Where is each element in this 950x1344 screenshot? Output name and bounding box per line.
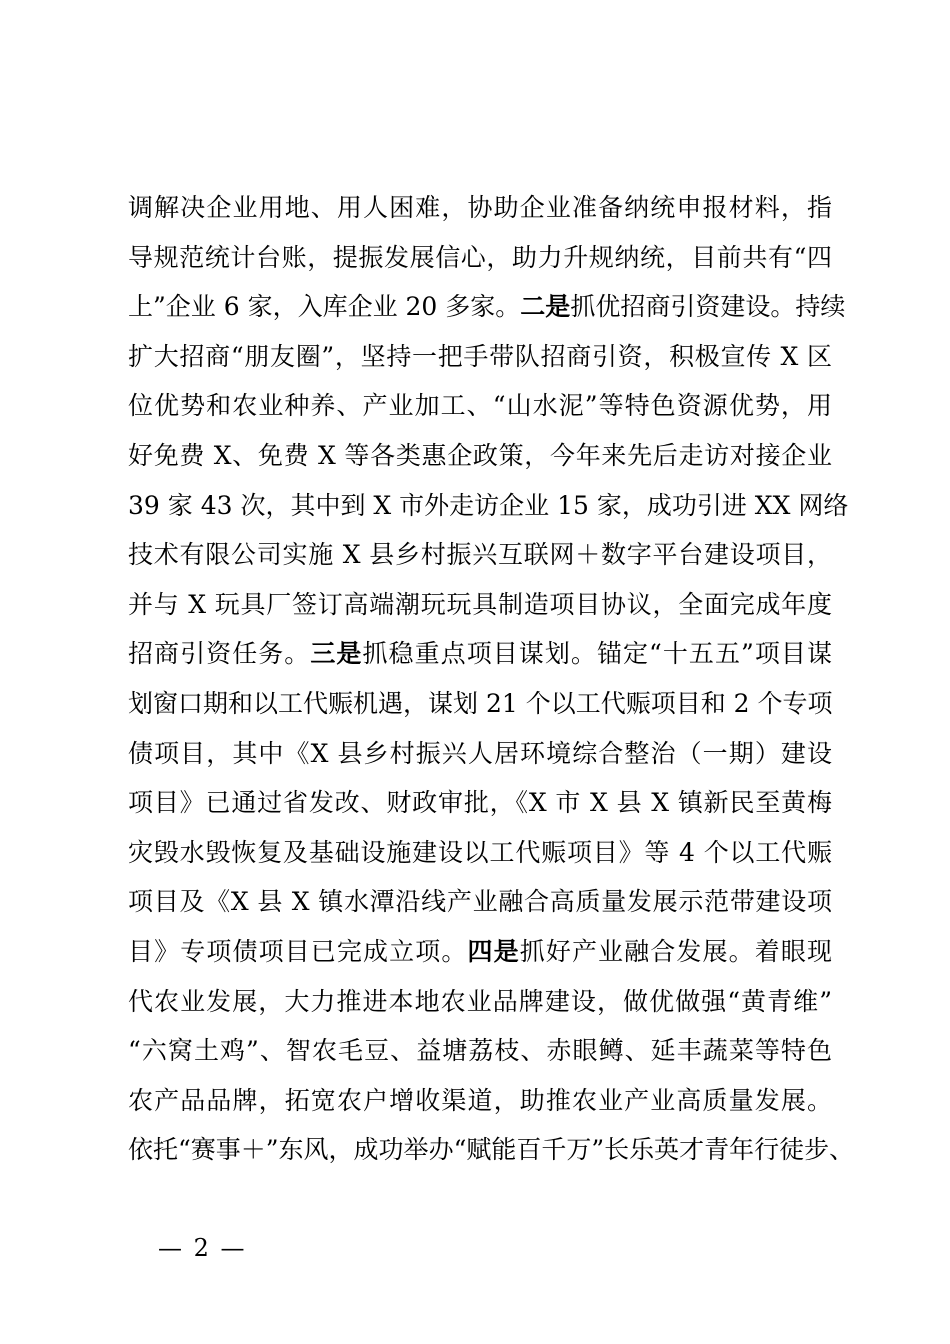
text-line: [128, 282, 846, 332]
text-line: [128, 629, 832, 679]
text-segment: 项目及《X 县 X 镇水潭沿线产业融合高质量发展示范带建设项: [128, 887, 832, 917]
text-line: [128, 481, 849, 531]
text-segment: 扩大招商“朋友圈”，坚持一把手带队招商引资，积极宣传 X 区: [128, 341, 832, 371]
text-segment: 抓好产业融合发展。着眼现: [519, 936, 832, 966]
page-number: — 2 —: [158, 1234, 247, 1262]
text-segment: 招商引资任务。: [128, 639, 311, 669]
text-segment: 依托“赛事＋”东风，成功举办“赋能百千万”长乐英才青年行徒步、: [128, 1135, 855, 1165]
text-line: [128, 679, 832, 729]
text-segment: 目》专项债项目已完成立项。: [128, 936, 468, 966]
text-line: [128, 233, 832, 283]
bold-heading-phrase: 四是: [467, 936, 520, 966]
text-line: [128, 431, 832, 481]
text-segment: 位优势和农业种养、产业加工、“山水泥”等特色资源优势，用: [128, 391, 832, 421]
text-line: [128, 778, 832, 828]
text-line: [128, 332, 832, 382]
text-line: [128, 877, 832, 927]
text-line: [128, 729, 832, 779]
text-line: [128, 1026, 832, 1076]
text-segment: 调解决企业用地、用人困难，协助企业准备纳统申报材料，指: [128, 193, 832, 222]
bold-heading-phrase: 二是: [520, 292, 571, 322]
text-segment: 并与 X 玩具厂签订高端潮玩玩具制造项目协议，全面完成年度: [128, 589, 832, 619]
text-segment: 抓稳重点项目谋划。锚定“十五五”项目谋: [362, 639, 832, 669]
text-line: [128, 183, 832, 233]
text-segment: 灾毁水毁恢复及基础设施建设以工代赈项目》等 4 个以工代赈: [128, 837, 832, 867]
text-line: [128, 580, 832, 630]
text-segment: 技术有限公司实施 X 县乡村振兴互联网＋数字平台建设项目，: [128, 540, 832, 570]
text-line: [128, 530, 832, 580]
text-segment: “六窝土鸡”、智农毛豆、益塘荔枝、赤眼鳟、延丰蔬菜等特色: [128, 1036, 832, 1066]
text-segment: 导规范统计台账，提振发展信心，助力升规纳统，目前共有“四: [128, 242, 832, 272]
bold-heading-phrase: 三是: [310, 639, 363, 669]
text-segment: 上”企业 6 家，入库企业 20 多家。: [128, 292, 521, 322]
text-line: [128, 977, 832, 1027]
text-line: [128, 828, 832, 878]
text-line: [128, 1076, 832, 1126]
text-segment: 农产品品牌，拓宽农户增收渠道，助推农业产业高质量发展。: [128, 1085, 832, 1115]
text-line: [128, 1125, 855, 1175]
text-segment: 39 家 43 次，其中到 X 市外走访企业 15 家，成功引进 XX 网络: [128, 490, 849, 520]
text-segment: 代农业发展，大力推进本地农业品牌建设，做优做强“黄青维”: [128, 986, 832, 1016]
text-line: [128, 927, 832, 977]
text-segment: 好免费 X、免费 X 等各类惠企政策，今年来先后走访对接企业: [128, 440, 832, 470]
text-segment: 抓优招商引资建设。持续: [570, 292, 846, 322]
document-body: [128, 183, 855, 1175]
text-line: [128, 381, 832, 431]
text-segment: 划窗口期和以工代赈机遇，谋划 21 个以工代赈项目和 2 个专项: [128, 688, 833, 718]
text-segment: 债项目，其中《X 县乡村振兴人居环境综合整治（一期）建设: [128, 738, 832, 768]
text-segment: 项目》已通过省发改、财政审批，《X 市 X 县 X 镇新民至黄梅: [128, 788, 832, 818]
